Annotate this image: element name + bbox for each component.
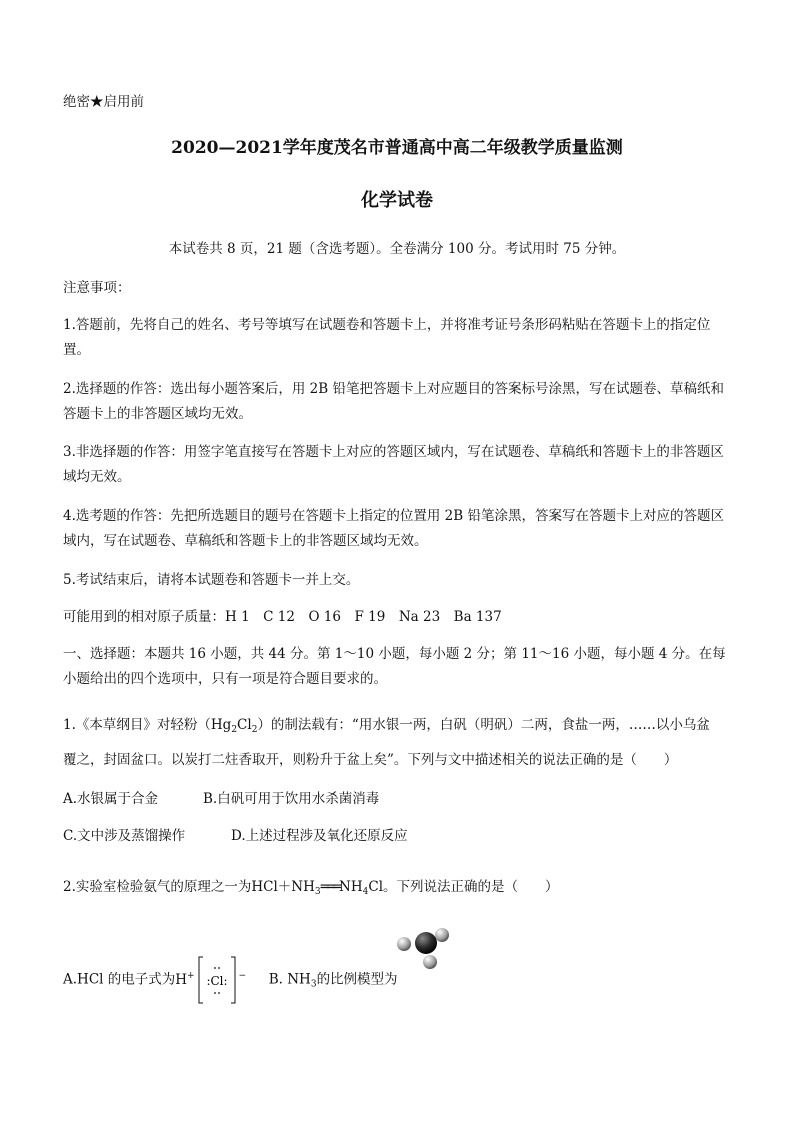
confidential-label: 绝密★启用前 [63,94,144,110]
question-1-options-cd [63,827,408,845]
question-2-stem [63,878,559,901]
question-1-options-ab [63,790,379,808]
question-2-suffix: 。下列说法正确的是（ ） [383,879,559,895]
question-1-option-c: C.文中涉及蒸馏操作 [63,828,186,844]
notes-heading: 注意事项： [63,280,131,296]
section-1-instructions: 一、选择题：本题共 16 小题，共 44 分。第 1～10 小题，每小题 2 分；第 11～16 小题，每小题 4 分。在每小题给出的四个选项中，只有一项是符合题目要求的。 [63,646,726,687]
question-1-option-a: A.水银属于合金 [63,791,159,807]
note-item-2: 2.选择题的作答：选出每小题答案后，用 2B 铅笔把答题卡上对应题目的答案标号涂黑，写在试题卷、草稿纸和答题卡上的非答题区域均无效。 [63,381,724,422]
question-1-line-1 [63,716,710,739]
question-2-option-a: A.HCl 的电子式为H+ :Cl: − B. $NH_3$的比例模型为 [63,955,398,1005]
atomic-masses: 可能用到的相对原子质量：H 1 C 12 O 16 F 19 Na 23 Ba 137 [63,609,502,625]
subject-title: 化学试卷 [361,190,433,211]
option-b-label: B. NH [268,971,311,988]
option-a-label: A.HCl 的电子式为 [63,971,176,988]
question-1-option-d: D.上述过程涉及氧化还原反应 [231,828,408,844]
electron-dot-bracket [197,955,237,1005]
note-item-3: 3.非选择题的作答：用签字笔直接写在答题卡上对应的答题区域内，写在试题卷、草稿纸和答题卡上的非答题区域均无效。 [63,444,724,485]
hcl-electron-formula: H+ :Cl: − [175,972,246,988]
exam-info: 本试卷共 8 页，21 题（含选考题）。全卷满分 100 分。考试用时 75 分钟。 [168,241,626,257]
nh3-ball-model-image [396,924,454,972]
hg2cl2-formula: $Hg_2Cl_2$ [210,717,258,735]
question-1-option-b: B.白矾可用于饮用水杀菌消毒 [203,791,380,807]
option-b-tail: 的比例模型为 [316,971,398,988]
note-item-1: 1.答题前，先将自己的姓名、考号等填写在试题卷和答题卡上，并将准考证号条形码粘贴在答题卡上的指定位置。 [63,317,711,358]
note-item-5: 5.考试结束后，请将本试题卷和答题卡一并上交。 [63,572,360,588]
question-1-suffix: ）的制法载有：“用水银一两，白矾（明矾）二两，食盐一两，……以小乌盆 [257,717,710,733]
svg-text::Cl:: :Cl: [206,974,228,988]
reaction-equation: $HCl+NH_3═══NH_4Cl$ [251,879,384,897]
question-1-line-2: 覆之，封固盆口。以炭打二炷香取开，则粉升于盆上矣”。下列与文中描述相关的说法正确的是（ ） [63,752,678,768]
note-item-4: 4.选考题的作答：先把所选题目的题号在答题卡上指定的位置用 2B 铅笔涂黑，答案写在答题卡上对应的答题区域内，写在试题卷、草稿纸和答题卡上的非答题区域均无效。 [63,508,724,549]
question-2-prefix: 2.实验室检验氨气的原理之一为 [63,879,252,895]
question-1-prefix: 1.《本草纲目》对轻粉（ [63,717,211,733]
exam-title: 2020—2021学年度茂名市普通高中高二年级教学质量监测 [171,138,623,158]
